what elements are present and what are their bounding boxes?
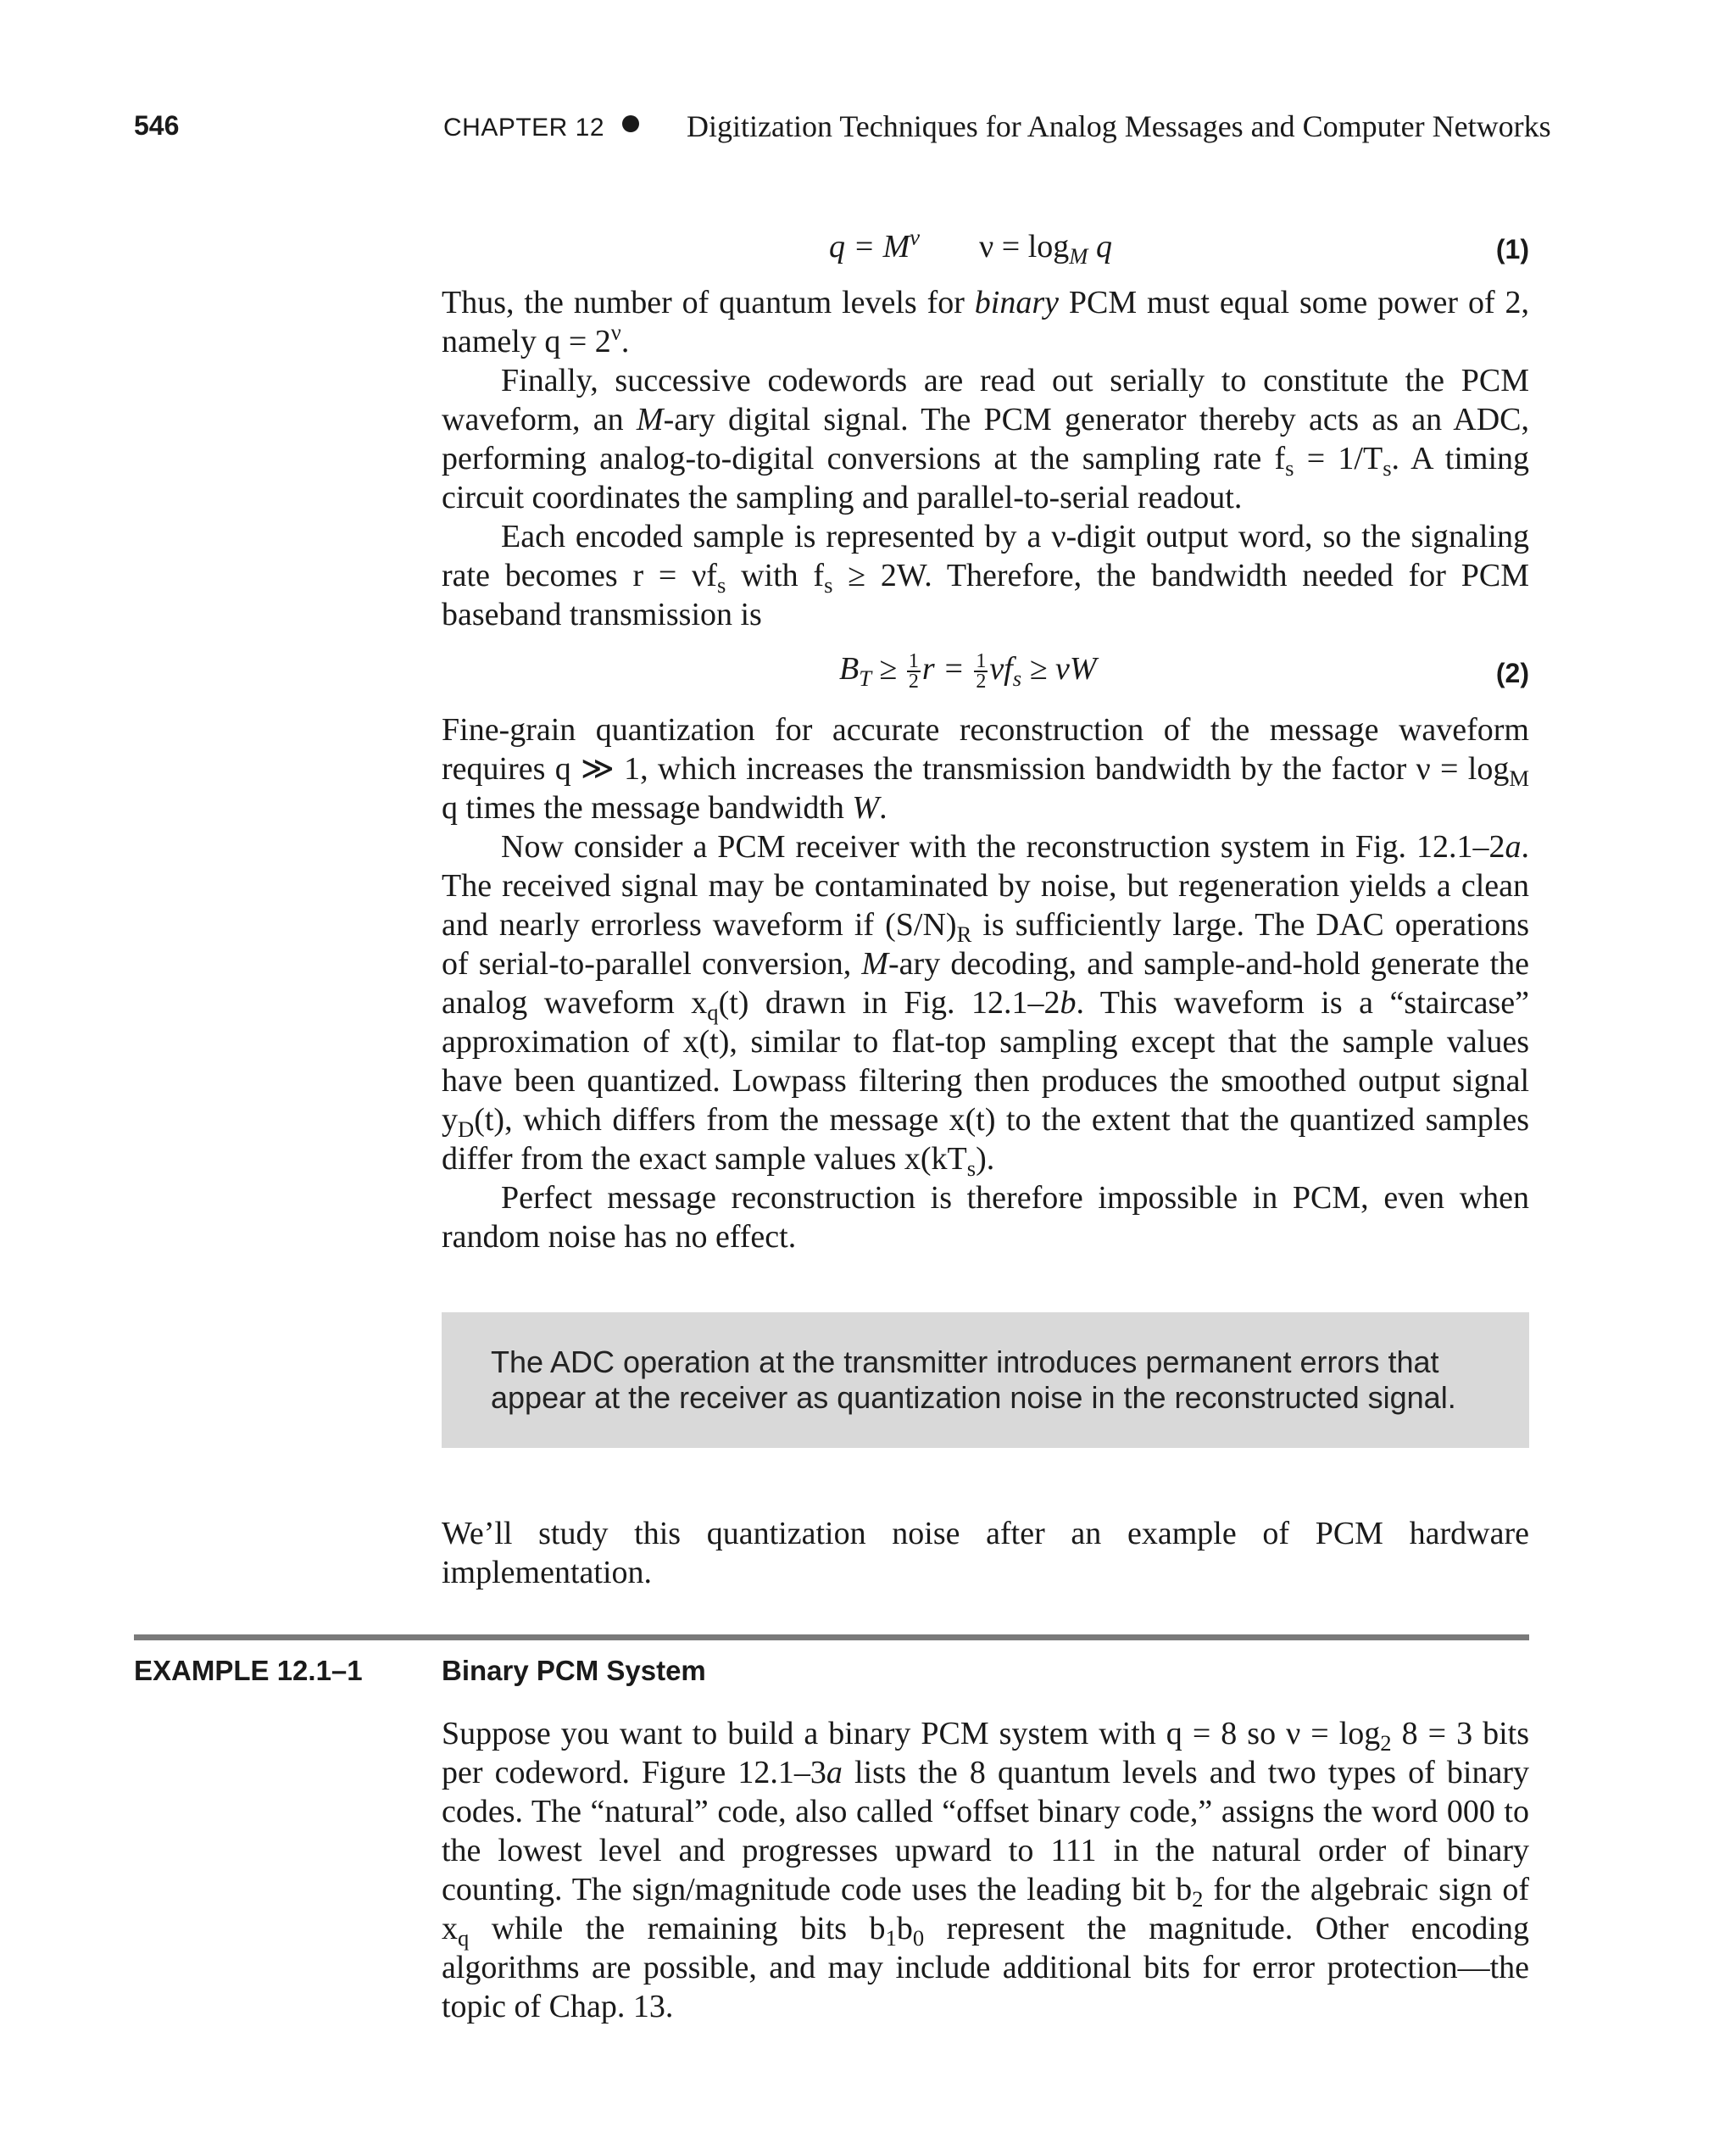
highlight-box (442, 1312, 1529, 1448)
p3-b: with f (726, 558, 825, 593)
eq1-rhs-sub: M (1069, 242, 1088, 269)
p5-a: Now consider a PCM receiver with the reconstruction system in Fig. 12.1–2 (501, 829, 1505, 865)
eq2-c: r = (921, 651, 973, 687)
eq2-b: ≥ (871, 651, 905, 687)
paragraph-6: Perfect message reconstruction is therefore impossible in PCM, even when random noise has no effect. (442, 1180, 1529, 1255)
equation-2-number: (2) (1495, 658, 1529, 688)
ex-d: for the algebraic sign of x (442, 1872, 1529, 1946)
ex-subb1: 1 (885, 1924, 897, 1951)
p5-subs: s (966, 1155, 976, 1181)
p4-a: Fine-grain quantization for accurate reconstruction of the message waveform requires q ≫ 1, which increases the transmission bandwidth by the factor ν = log (442, 712, 1529, 787)
page-number: 546 (134, 110, 180, 141)
p3-c: ≥ 2W. Therefore, the bandwidth needed for PCM baseband transmission is (442, 558, 1530, 632)
eq1-rhs: ν = log (979, 229, 1070, 264)
p3-sub1: s (716, 571, 726, 598)
ex-sub2: 2 (1380, 1729, 1392, 1756)
equation-1-number: (1) (1495, 234, 1529, 264)
p3-sub2: s (824, 571, 833, 598)
p4-sub: M (1509, 765, 1529, 791)
eq2-a-sub: T (859, 665, 872, 691)
ex-c: lists the 8 quantum levels and two types of binary codes. The “natural” code, also called “offset binary code,” assigns the word 000 to the lowest level and progresses upward to 111 in the natural order of binary counting. The sign/magnitude code uses the leading bit b (442, 1755, 1529, 1907)
p2-M: M (636, 402, 664, 437)
paragraph-3 (442, 517, 1529, 634)
eq2-half-1: $\frac{1}{2}$ (908, 650, 919, 693)
ex-fig-a: a (826, 1755, 843, 1790)
p3-a: Each encoded sample is represented by a ν-digit output word, so the signaling rate becomes r = νf (442, 519, 1529, 593)
eq2-d: νf (989, 651, 1013, 687)
p1-c: . (620, 324, 630, 359)
eq2-e: ≥ νW (1021, 651, 1097, 687)
p5-c: is sufficiently large. The DAC operations of serial-to-parallel conversion, (442, 907, 1529, 982)
chapter-title: Digitization Techniques for Analog Messages and Computer Networks (687, 109, 1551, 143)
ex-b: 8 = 3 bits per codeword. Figure 12.1–3 (442, 1716, 1529, 1790)
p2-c: = 1/T (1294, 441, 1383, 476)
paragraph-1 (442, 283, 1529, 361)
p5-subR: R (956, 921, 972, 947)
p1-a: Thus, the number of quantum levels for (442, 285, 975, 320)
example-body (442, 1714, 1529, 2026)
eq2-a: B (839, 651, 860, 687)
ex-f: b (896, 1911, 913, 1946)
ex-g: represent the magnitude. Other encoding algorithms are possible, and may include additional bits for error protection—the topic of Chap. 13. (442, 1911, 1529, 2024)
body-text-top (442, 283, 1529, 634)
paragraph-2 (442, 361, 1529, 517)
p2-a: Finally, successive codewords are read out serially to constitute the PCM waveform, an (442, 363, 1529, 437)
p2-b: -ary digital signal. The PCM generator thereby acts as an ADC, performing analog-to-digital conversions at the sampling rate f (442, 402, 1529, 476)
eq1-rhs-q: q (1088, 229, 1112, 264)
p2-sub2: s (1383, 454, 1392, 481)
p4-b: q times the message bandwidth (442, 790, 853, 826)
example-label: EXAMPLE 12.1–1 (134, 1655, 363, 1686)
p2-d: . A timing circuit coordinates the sampling and parallel-to-serial readout. (442, 441, 1529, 515)
equation-1 (829, 224, 1112, 269)
eq1-sup: ν (910, 224, 921, 250)
highlight-text: The ADC operation at the transmitter introduces permanent errors that appear at the receiver as quantization noise in the reconstructed signal. (491, 1345, 1456, 1415)
chapter-label: CHAPTER 12 (443, 114, 605, 142)
p4-c: . (879, 790, 887, 826)
p5-e: (t) drawn in Fig. 12.1–2 (718, 985, 1060, 1021)
ex-subb0: 0 (912, 1924, 925, 1951)
p5-subq: q (707, 999, 719, 1025)
p5-d: -ary decoding, and sample-and-hold generate the analog waveform x (442, 946, 1529, 1021)
eq2-half-2: $\frac{1}{2}$ (976, 650, 987, 693)
ex-subq: q (458, 1924, 470, 1951)
ex-a: Suppose you want to build a binary PCM system with q = 8 so ν = log (442, 1716, 1381, 1751)
example-paragraph (442, 1714, 1529, 2026)
paragraph-7: We’ll study this quantization noise after an example of PCM hardware implementation. (442, 1516, 1529, 1590)
p1-sup: ν (610, 319, 621, 345)
example-title: Binary PCM System (442, 1655, 706, 1686)
p5-M: M (861, 946, 889, 982)
ex-subb2: 2 (1192, 1885, 1204, 1912)
p2-sub1: s (1285, 454, 1294, 481)
body-text-middle (442, 710, 1529, 1256)
p4-W: W (852, 790, 880, 826)
bullet-icon (622, 115, 639, 132)
equation-2 (839, 649, 1097, 691)
paragraph-4 (442, 710, 1529, 827)
p5-fig-b: b (1060, 985, 1077, 1021)
body-text-bottom (442, 1514, 1529, 1592)
p5-subD: D (458, 1116, 475, 1142)
eq2-d-sub: s (1012, 665, 1022, 691)
p1-binary: binary (974, 285, 1059, 320)
ex-e: while the remaining bits b (469, 1911, 886, 1946)
example-divider (134, 1634, 1529, 1640)
p5-fig-a: a (1505, 829, 1522, 865)
p5-h: ). (976, 1141, 995, 1177)
p5-f: . This waveform is a “staircase” approximation of x(t), similar to flat-top sampling except that the sample values have been quantized. Lowpass filtering then produces the smoothed output signal y (442, 985, 1529, 1138)
p5-b: . The received signal may be contaminated by noise, but regeneration yields a clean and nearly errorless waveform if (S/N) (442, 829, 1529, 943)
eq1-lhs: q = M (829, 229, 910, 264)
p1-b: PCM must equal some power of 2, namely q = 2 (442, 285, 1529, 359)
paragraph-5 (442, 827, 1529, 1181)
p5-g: (t), which differs from the message x(t) to the extent that the quantized samples differ from the exact sample values x(kT (442, 1102, 1529, 1177)
